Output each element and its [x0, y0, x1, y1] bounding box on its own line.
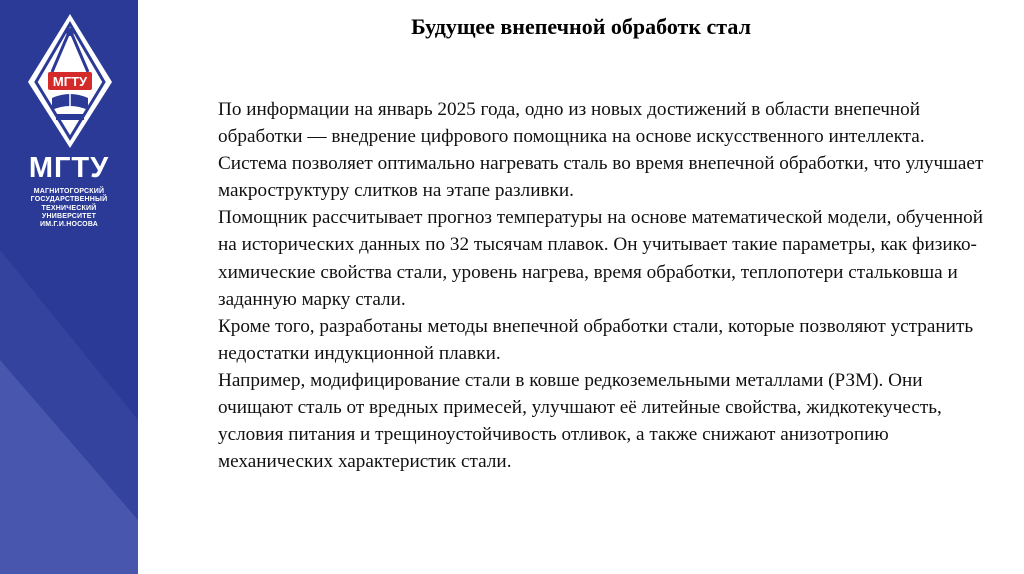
paragraph: Кроме того, разработаны методы внепечной обработки стали, которые позволяют устранить недостатки индукционной плавки.: [218, 315, 974, 364]
university-logo: [22, 10, 118, 150]
brand-line: ИМ.Г.И.НОСОВА: [39, 221, 98, 229]
paragraph: Например, модифицирование стали в ковше редкоземельными металлами (РЗМ). Они очищают сталь от вредных примесей, улучшают её литейные свойства, жидкотекучесть, условия питания и трещиноустойчивость отливок, а также снижают анизотропию механических характеристик стали.: [218, 369, 942, 473]
brand-line: ГОСУДАРСТВЕННЫЙ: [30, 196, 108, 204]
paragraph: По информации на январь 2025 года, одно из новых достижений в области внепечной обработки — внедрение цифрового помощника на основе искусственного интеллекта.: [218, 99, 925, 148]
paragraph: Помощник рассчитывает прогноз температуры на основе математической модели, обученной на исторических данных по 32 тысячам плавок. Он учитывает такие параметры, как физико-химические свойства стали, уровень нагрева, время обработки, теплопотери стальковша и заданную марку стали.: [218, 207, 983, 310]
brand-line: УНИВЕРСИТЕТ: [41, 212, 97, 220]
brand-line: МАГНИТОГОРСКИЙ: [33, 188, 105, 195]
brand-name: МГТУ: [28, 152, 110, 184]
sidebar: [0, 0, 138, 574]
slide-title: Будущее внепечной обработк стал: [411, 14, 751, 39]
slide-body: [218, 96, 998, 475]
paragraph: Система позволяет оптимально нагревать сталь во время внепечной обработки, что улучшает макроструктуру слитков на этапе разливки.: [218, 153, 984, 202]
brand-subtitle: [0, 188, 138, 229]
brand-line: ТЕХНИЧЕСКИЙ: [41, 204, 97, 212]
logo-text: МГТУ: [52, 74, 88, 89]
